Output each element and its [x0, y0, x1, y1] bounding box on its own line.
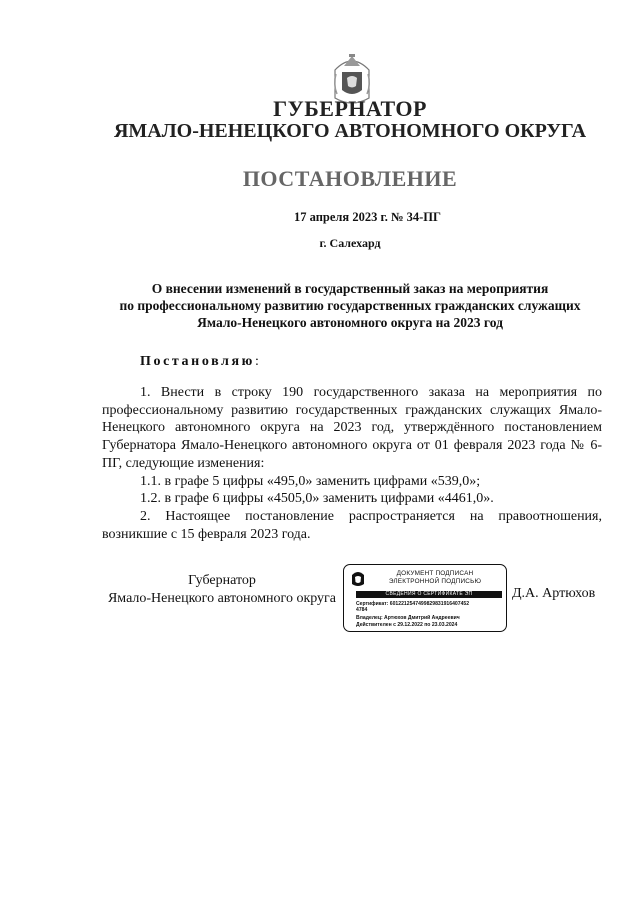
place-of-issue: г. Салехард: [319, 236, 381, 250]
document-subject: [0, 280, 640, 331]
decree-colon: :: [254, 354, 259, 369]
stamp-header-line: ДОКУМЕНТ ПОДПИСАН: [396, 570, 474, 577]
subject-line: по профессиональному развитию государственных гражданских служащих: [119, 298, 581, 313]
issuer-region: ЯМАЛО-НЕНЕЦКОГО АВТОНОМНОГО ОКРУГА: [113, 120, 587, 142]
stamp-owner: Владелец: Артюхов Дмитрий Андреевич: [356, 615, 460, 621]
electronic-signature-stamp: [343, 564, 507, 632]
subject-line: О внесении изменений в государственный заказ на мероприятия: [151, 281, 549, 296]
issuer-title: ГУБЕРНАТОР: [273, 96, 427, 121]
date-and-number: 17 апреля 2023 г. № 34-ПГ: [294, 210, 441, 224]
stamp-validity: Действителен с 29.12.2022 по 23.03.2024: [356, 622, 458, 628]
document-body: [102, 384, 602, 543]
stamp-cert-number-cont: 4784: [356, 607, 368, 613]
signatory-title-line: Ямало-Ненецкого автономного округа: [107, 591, 337, 606]
stamp-header-line: ЭЛЕКТРОННОЙ ПОДПИСЬЮ: [388, 578, 482, 585]
decree-word: Постановляю: [140, 354, 255, 369]
document-type: ПОСТАНОВЛЕНИЕ: [242, 166, 458, 191]
stamp-cert-number: Сертификат: 6012212547499829831916407452: [356, 601, 470, 607]
stamp-header: [368, 570, 502, 586]
stamp-cert-bar: СВЕДЕНИЯ О СЕРТИФИКАТЕ ЭП: [356, 591, 502, 598]
subject-line: Ямало-Ненецкого автономного округа на 2023 год: [197, 315, 503, 330]
paragraph-1: 1. Внести в строку 190 государственного заказа на мероприятия по профессиональному развитию государственных гражданских служащих Ямало-Ненецкого автономного округа на 2023 год, утверждённого постановлением Губернатора Ямало-Ненецкого автономного округа от 01 февраля 2023 года № 6-ПГ, следующие изменения:: [102, 385, 602, 471]
signatory-title-line: Губернатор: [188, 573, 256, 588]
signatory-name: Д.А. Артюхов: [512, 586, 596, 601]
signatory-title: [102, 572, 342, 608]
paragraph-1-2: 1.2. в графе 6 цифры «4505,0» заменить цифрами «4461,0».: [140, 491, 494, 507]
decree-heading: [140, 354, 259, 370]
stamp-emblem-icon: [350, 569, 366, 589]
paragraph-2: 2. Настоящее постановление распространяется на правоотношения, возникшие с 15 февраля 2023 года.: [102, 508, 602, 542]
paragraph-1-1: 1.1. в графе 5 цифры «495,0» заменить цифрами «539,0»;: [140, 473, 481, 489]
